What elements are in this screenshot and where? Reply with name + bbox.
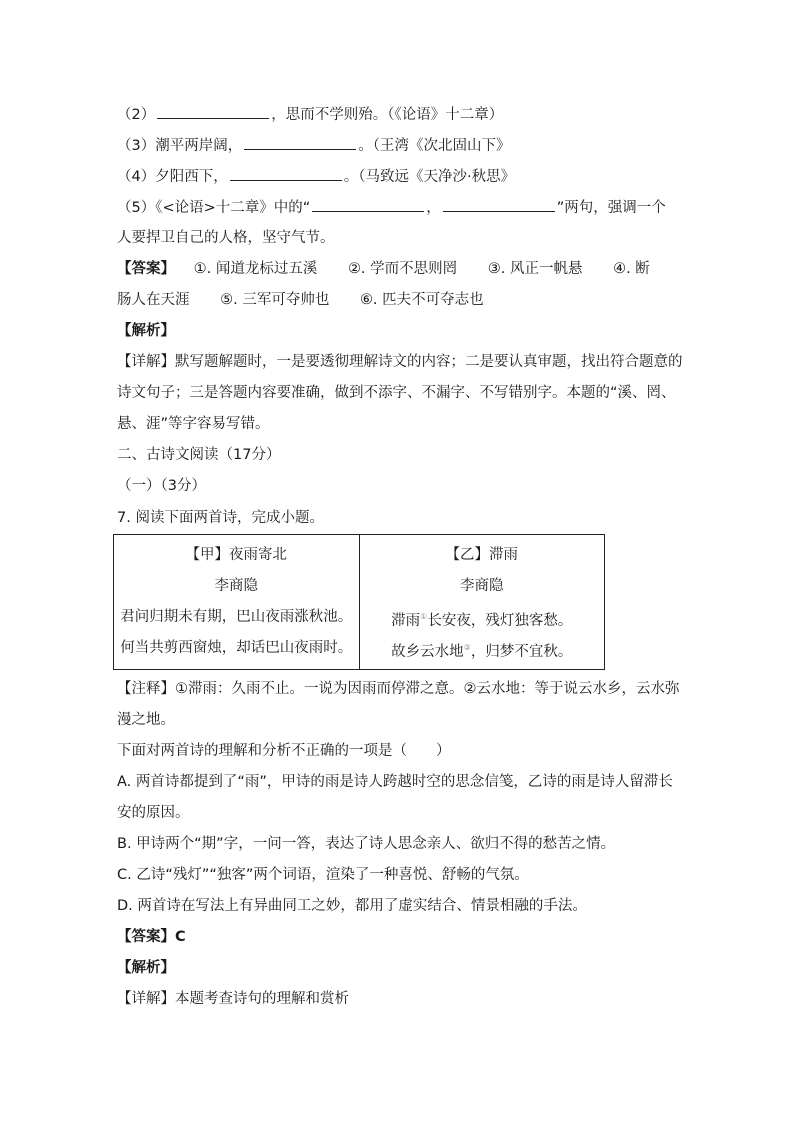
question-stem: 下面对两首诗的理解和分析不正确的一项是（ ） xyxy=(117,743,451,759)
fill-item-2: （2） ，思而不学则殆。（《论语》十二章） xyxy=(117,104,503,125)
footnote-marker: ② xyxy=(463,643,471,652)
fill-item-3: （3）潮平两岸阔， 。（王湾《次北固山下》 xyxy=(117,135,510,156)
answer-blank xyxy=(443,197,555,212)
notes: 【注释】①滞雨：久雨不止。一说为因雨而停滞之意。②云水地：等于说云水乡，云水弥 xyxy=(117,681,680,697)
poem-line: 何当共剪西窗烛，却话巴山夜雨时。 xyxy=(120,640,353,656)
answer-blank xyxy=(230,166,342,181)
poem-line: 滞雨①长安夜，残灯独客愁。 xyxy=(391,612,573,629)
option-a: A. 两首诗都提到了“雨”，甲诗的雨是诗人跨越时空的思念信笺，乙诗的雨是诗人留滞长 xyxy=(117,774,673,790)
section-heading: 二、古诗文阅读（17分） xyxy=(117,447,281,463)
answer-line: 【答案】 ①. 闻道龙标过五溪 ②. 学而不思则罔 ③. 风正一帆悬 ④. 断 xyxy=(117,261,650,277)
poem-a-cell xyxy=(114,535,360,670)
answer-blank xyxy=(157,104,269,119)
analysis-label: 【解析】 xyxy=(117,323,175,339)
answer-2: 【答案】C xyxy=(117,929,186,945)
poem-title: 【甲】夜雨寄北 xyxy=(185,547,287,563)
answer-blank xyxy=(244,135,356,150)
answer-line-cont: 肠人在天涯 ⑤. 三军可夺帅也 ⑥. 匹夫不可夺志也 xyxy=(117,292,484,308)
analysis-2-label: 【解析】 xyxy=(117,960,175,976)
fill-item-5: （5）《<论语>十二章》中的“ ， ”两句，强调一个 xyxy=(117,197,666,218)
footnote-marker: ① xyxy=(420,612,428,621)
poem-line: 故乡云水地②，归梦不宜秋。 xyxy=(391,643,573,660)
option-c: C. 乙诗“残灯”“独客”两个词语，渲染了一种喜悦、舒畅的气氛。 xyxy=(117,867,529,883)
analysis-detail: 【详解】默写题解题时，一是要透彻理解诗文的内容；二是要认真审题，找出符合题意的 xyxy=(117,354,683,370)
poem-line: 君问归期未有期，巴山夜雨涨秋池。 xyxy=(120,609,353,625)
poem-title: 【乙】滞雨 xyxy=(445,547,518,563)
analysis-detail: 悬、涯”等字容易写错。 xyxy=(117,416,270,432)
answer-label: 【答案】 xyxy=(117,261,175,277)
analysis-2-detail: 【详解】本题考查诗句的理解和赏析 xyxy=(117,991,349,1007)
notes-cont: 漫之地。 xyxy=(117,712,175,728)
subsection-heading: （一）（3分） xyxy=(117,478,206,494)
option-b: B. 甲诗两个“期”字，一问一答，表达了诗人思念亲人、欲归不得的愁苦之情。 xyxy=(117,836,616,852)
answer-blank xyxy=(312,197,424,212)
poem-b-cell xyxy=(359,535,605,670)
fill-item-4: （4）夕阳西下， 。（马致远《天净沙·秋思》 xyxy=(117,166,515,187)
fill-item-5-cont: 人要捍卫自己的人格，坚守气节。 xyxy=(117,230,335,246)
poem-author: 李商隐 xyxy=(214,578,258,594)
question-7: 7. 阅读下面两首诗，完成小题。 xyxy=(117,510,324,526)
option-a-cont: 安的原因。 xyxy=(117,805,190,821)
option-d: D. 两首诗在写法上有异曲同工之妙，都用了虚实结合、情景相融的手法。 xyxy=(117,898,587,914)
analysis-detail: 诗文句子；三是答题内容要准确，做到不添字、不漏字、不写错别字。本题的“溪、罔、 xyxy=(117,385,676,401)
poem-table xyxy=(113,534,605,670)
item-number: （2） xyxy=(117,107,156,123)
poem-author: 李商隐 xyxy=(460,578,504,594)
